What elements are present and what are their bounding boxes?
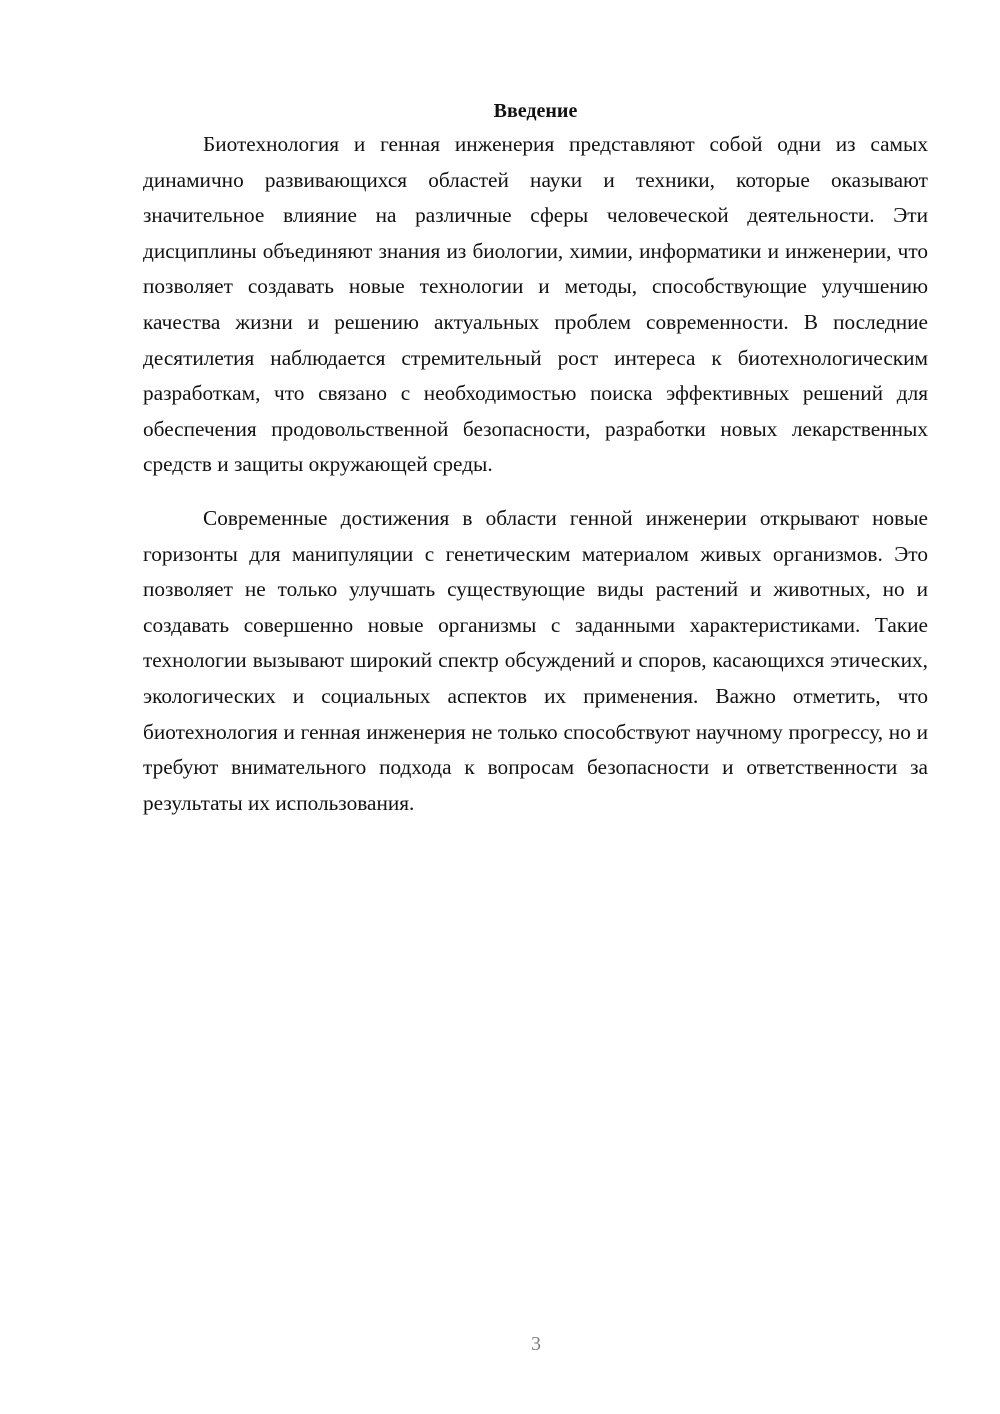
- page-number: 3: [531, 1333, 541, 1355]
- section-title: Введение: [493, 100, 578, 122]
- paragraph-2: Современные достижения в области генной инженерии открывают новые горизонты для манипуляции с генетическим материалом живых организмов. Это позволяет не только улучшать существующие виды растений и животных, но и создавать совершенно новые организмы с заданными характеристиками. Такие технологии вызывают широкий спектр обсуждений и споров, касающихся этических, экологических и социальных аспектов их применения. Важно отметить, что биотехнология и генная инженерия не только способствуют научному прогрессу, но и требуют внимательного подхода к вопросам безопасности и ответственности за результаты их использования.: [143, 505, 928, 815]
- paragraph-1: Биотехнология и генная инженерия представляют собой одни из самых динамично развивающихся областей науки и техники, которые оказывают значительное влияние на различные сферы человеческой деятельности. Эти дисциплины объединяют знания из биологии, химии, информатики и инженерии, что позволяет создавать новые технологии и методы, способствующие улучшению качества жизни и решению актуальных проблем современности. В последние десятилетия наблюдается стремительный рост интереса к биотехнологическим разработкам, что связано с необходимостью поиска эффективных решений для обеспечения продовольственной безопасности, разработки новых лекарственных средств и защиты окружающей среды.: [143, 132, 928, 477]
- page-content: [143, 95, 928, 821]
